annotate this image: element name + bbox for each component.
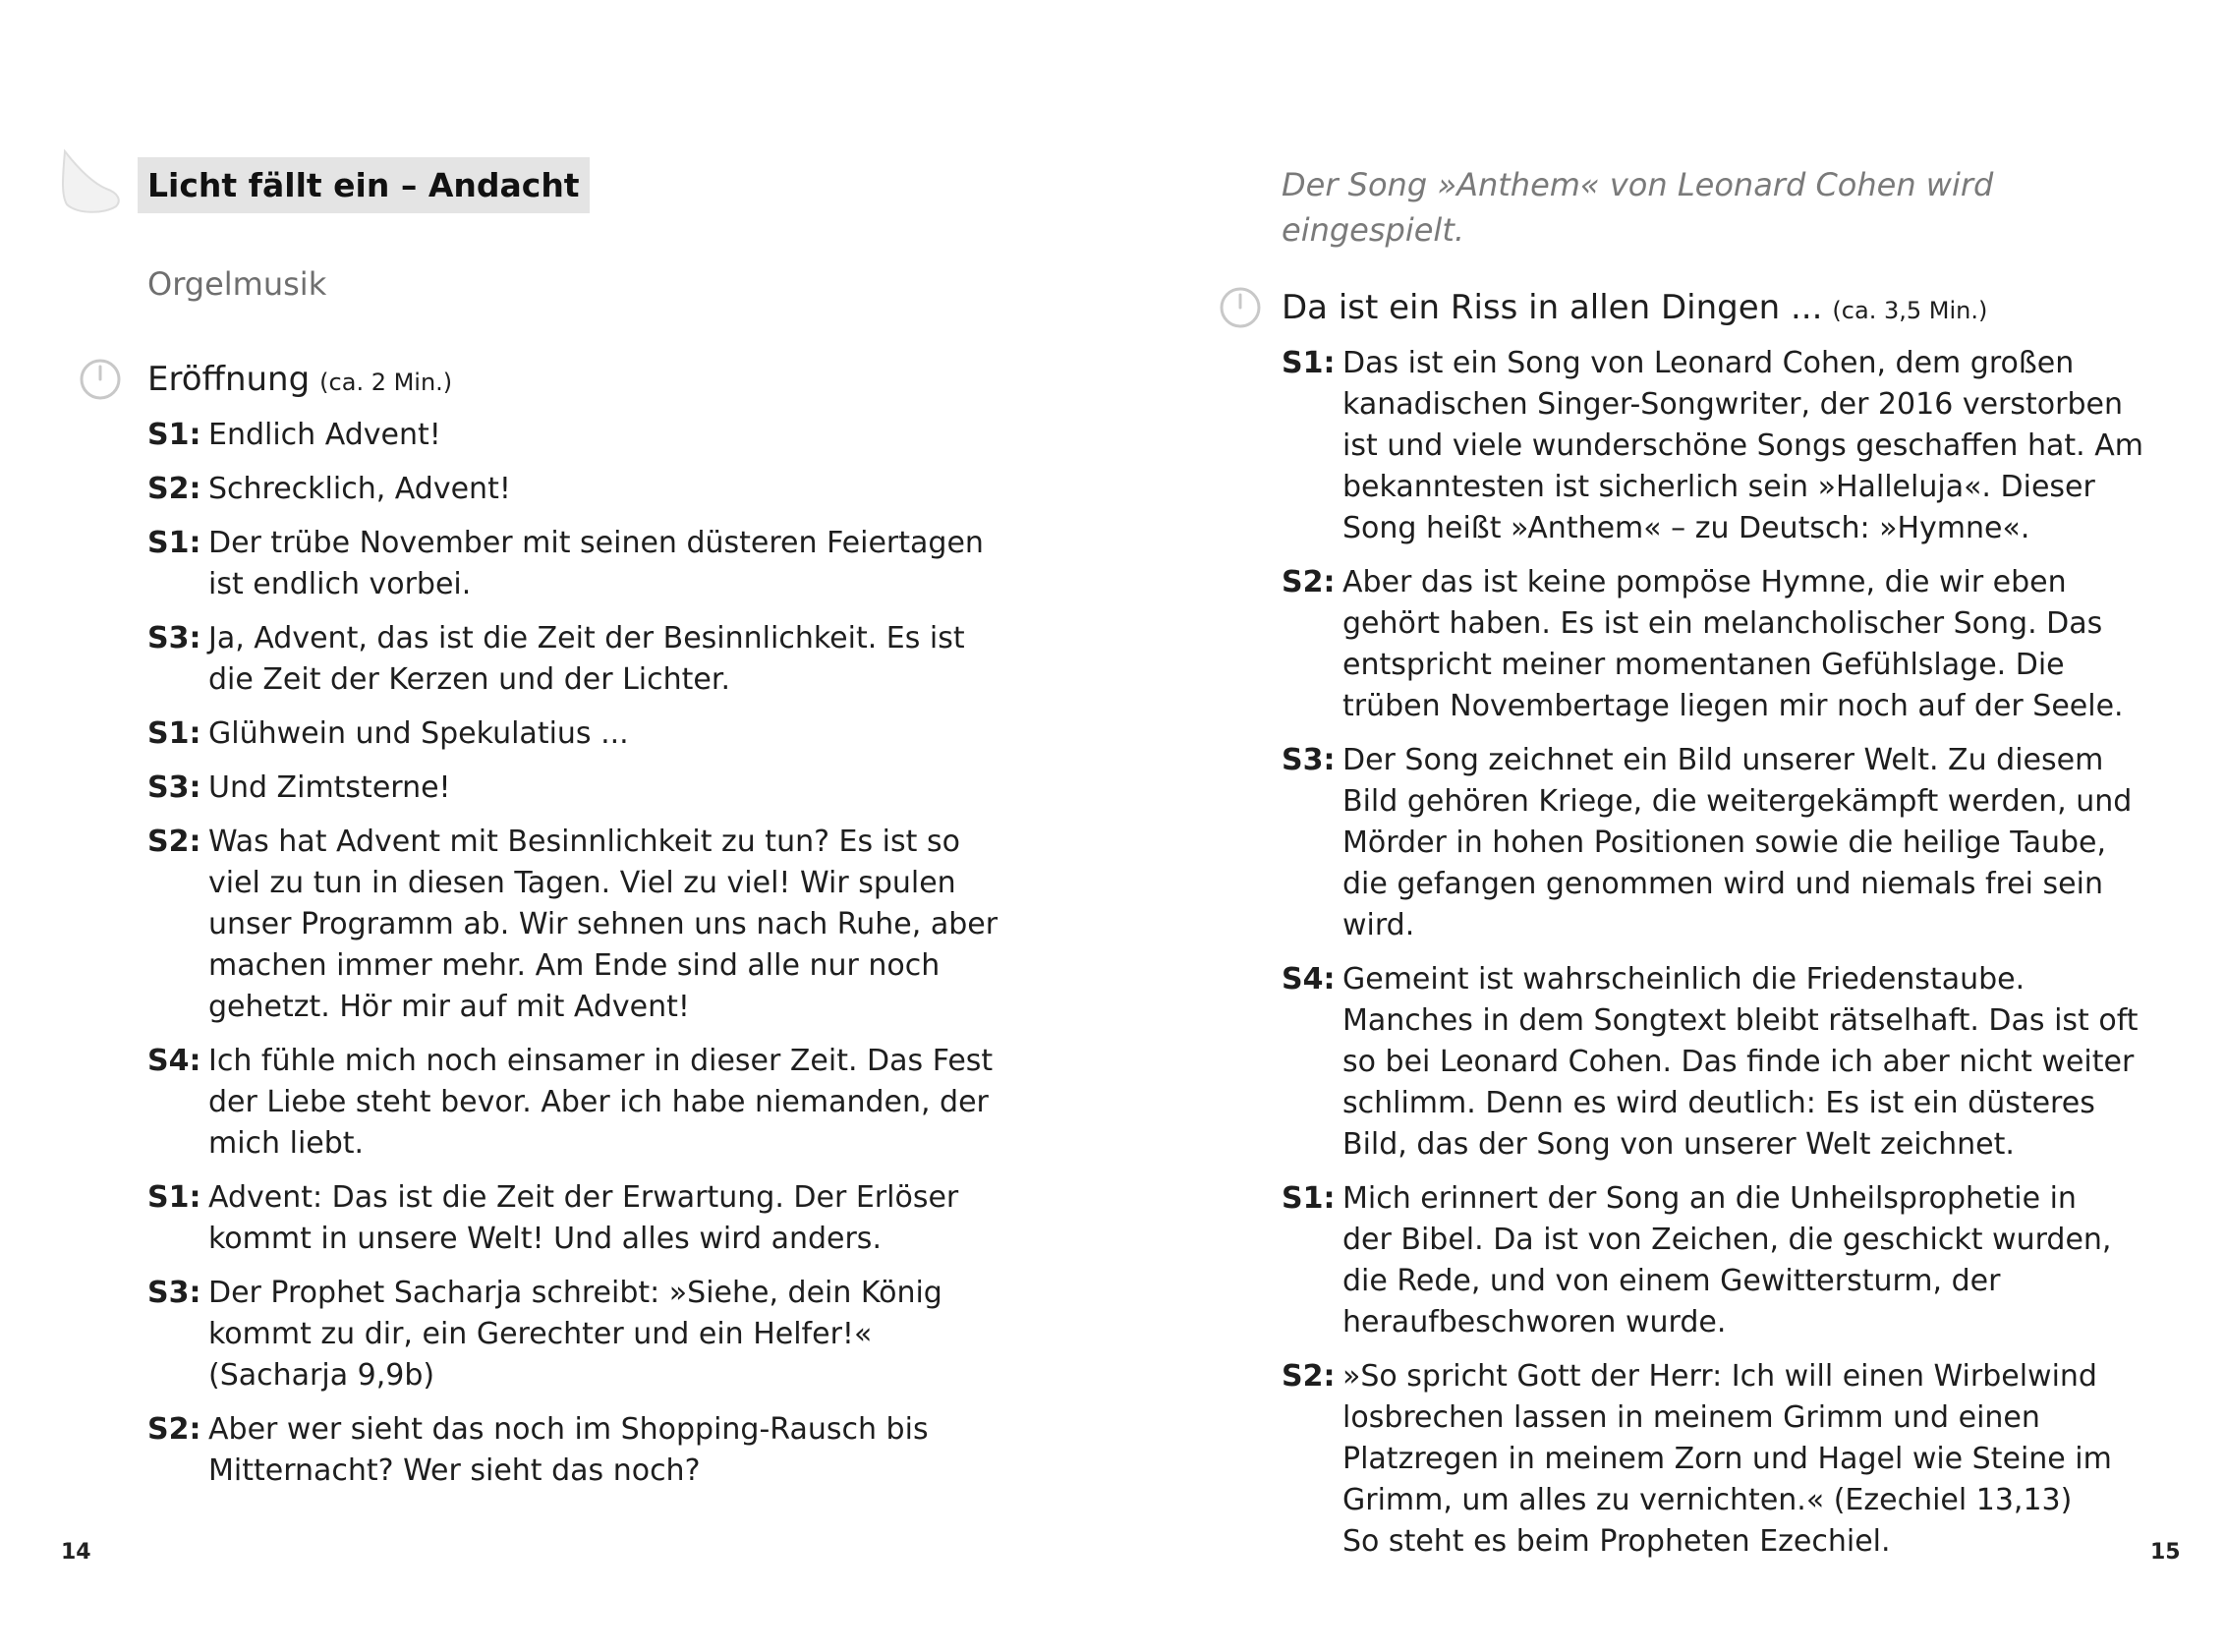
dialogue-line <box>147 1123 1032 1165</box>
line-text: Ja, Advent, das ist die Zeit der Besinnlichkeit. Es ist <box>208 621 965 655</box>
dialogue-line <box>147 1177 1032 1219</box>
dialogue-line <box>147 415 1032 456</box>
speaker-label: S3: <box>1282 743 1336 777</box>
line-text: wird. <box>1342 908 1415 942</box>
line-text: losbrechen lassen in meinem Grimm und einen <box>1342 1400 2040 1435</box>
speaker-label: S1: <box>1282 346 1336 380</box>
dialogue-line <box>1282 1042 2166 1083</box>
line-text: heraufbeschworen wurde. <box>1342 1305 1727 1339</box>
line-text: unser Programm ab. Wir sehnen uns nach Ruhe, aber <box>208 907 998 941</box>
dialogue-line <box>1282 426 2166 467</box>
dialogue-line <box>147 713 1032 755</box>
line-text: Das ist ein Song von Leonard Cohen, dem großen <box>1342 346 2075 380</box>
dialogue-line <box>1282 645 2166 686</box>
dialogue-line <box>1282 1397 2166 1439</box>
dialogue-line <box>147 904 1032 945</box>
bell-icon <box>57 145 124 216</box>
line-text: Mörder in hohen Positionen sowie die heilige Taube, <box>1342 826 2107 860</box>
dialogue-line <box>147 1219 1032 1260</box>
dialogue-line <box>147 1451 1032 1492</box>
dialogue-line <box>147 523 1032 564</box>
section-title-text: Eröffnung <box>147 360 311 399</box>
speaker-label: S3: <box>147 621 201 655</box>
page-number-right: 15 <box>2150 1540 2181 1565</box>
speaker-label: S3: <box>147 770 201 805</box>
clock-icon <box>1219 286 1262 329</box>
dialogue-line <box>1282 1439 2166 1480</box>
line-text: der Bibel. Da ist von Zeichen, die geschickt wurden, <box>1342 1223 2112 1257</box>
line-text: ist endlich vorbei. <box>208 567 472 601</box>
dialogue-line <box>1282 781 2166 823</box>
dialogue-line <box>1282 959 2166 1000</box>
dialogue-line <box>1282 1261 2166 1302</box>
dialogue-line <box>1282 905 2166 946</box>
speaker-label: S4: <box>147 1044 201 1078</box>
intro-line: eingespielt. <box>1282 211 1465 249</box>
speaker-label: S2: <box>147 1412 201 1447</box>
line-text: Was hat Advent mit Besinnlichkeit zu tun? Es ist so <box>208 825 960 859</box>
line-text: »So spricht Gott der Herr: Ich will einen Wirbelwind <box>1342 1359 2097 1394</box>
line-text: Bild, das der Song von unserer Welt zeichnet. <box>1342 1127 2015 1162</box>
line-text: gehört haben. Es ist ein melancholischer Song. Das <box>1342 606 2103 641</box>
dialogue-line <box>1282 343 2166 384</box>
dialogue-line <box>1282 603 2166 645</box>
dialogue-line <box>147 469 1032 510</box>
speaker-label: S2: <box>1282 1359 1336 1394</box>
line-text: Bild gehören Kriege, die weitergekämpft werden, und <box>1342 784 2133 819</box>
dialogue-line <box>147 1314 1032 1355</box>
dialogue-line <box>147 768 1032 809</box>
dialogue-line <box>1282 1220 2166 1261</box>
dialogue-line <box>1282 864 2166 905</box>
dialogue-line <box>147 987 1032 1028</box>
line-text: kanadischen Singer-Songwriter, der 2016 verstorben <box>1342 387 2123 422</box>
speaker-label: S2: <box>147 472 201 506</box>
dialogue-line <box>147 1355 1032 1396</box>
dialogue-line <box>1282 1178 2166 1220</box>
dialogue-line <box>147 1041 1032 1082</box>
orgelmusik-label: Orgelmusik <box>147 265 327 303</box>
line-text: entspricht meiner momentanen Gefühlslage. Die <box>1342 648 2065 682</box>
dialogue-line <box>147 618 1032 659</box>
line-text: Endlich Advent! <box>208 418 441 452</box>
line-text: Mitternacht? Wer sieht das noch? <box>208 1453 701 1488</box>
line-text: Glühwein und Spekulatius ... <box>208 716 629 751</box>
line-text: Aber wer sieht das noch im Shopping-Rausch bis <box>208 1412 929 1447</box>
speaker-label: S1: <box>1282 1181 1336 1216</box>
dialogue-line <box>1282 1480 2166 1521</box>
line-text: die Rede, und von einem Gewittersturm, der <box>1342 1264 2001 1298</box>
dialogue-line <box>1282 1521 2166 1563</box>
dialogue-line <box>1282 508 2166 549</box>
line-text: ist und viele wunderschöne Songs geschaffen hat. Am <box>1342 428 2143 463</box>
line-text: der Liebe steht bevor. Aber ich habe niemanden, der <box>208 1085 989 1119</box>
line-text: Grimm, um alles zu vernichten.« (Ezechiel 13,13) <box>1342 1483 2073 1517</box>
line-text: trüben Novembertage liegen mir noch auf der Seele. <box>1342 689 2124 723</box>
dialogue-line <box>147 863 1032 904</box>
dialogue-line <box>1282 686 2166 727</box>
dialogue-line <box>1282 467 2166 508</box>
line-text: gehetzt. Hör mir auf mit Advent! <box>208 990 690 1024</box>
line-text: Manches in dem Songtext bleibt rätselhaft. Das ist oft <box>1342 1003 2139 1038</box>
speaker-label: S4: <box>1282 962 1336 997</box>
clock-icon <box>79 358 122 401</box>
line-text: schlimm. Denn es wird deutlich: Es ist ein düsteres <box>1342 1086 2095 1120</box>
speaker-label: S2: <box>147 825 201 859</box>
line-text: (Sacharja 9,9b) <box>208 1358 435 1393</box>
line-text: die gefangen genommen wird und niemals frei sein <box>1342 867 2103 901</box>
speaker-label: S1: <box>147 716 201 751</box>
section-duration: (ca. 3,5 Min.) <box>1832 297 1988 324</box>
dialogue-line <box>147 659 1032 701</box>
line-text: machen immer mehr. Am Ende sind alle nur noch <box>208 948 941 983</box>
dialogue-line <box>1282 1356 2166 1397</box>
page-number-left: 14 <box>61 1540 91 1565</box>
line-text: bekanntesten ist sicherlich sein »Halleluja«. Dieser <box>1342 470 2095 504</box>
dialogue-line <box>1282 562 2166 603</box>
line-text: Der Prophet Sacharja schreibt: »Siehe, dein König <box>208 1276 942 1310</box>
intro-note <box>1282 162 1993 253</box>
dialogue-line <box>1282 1000 2166 1042</box>
line-text: Schrecklich, Advent! <box>208 472 511 506</box>
line-text: Der trübe November mit seinen düsteren Feiertagen <box>208 526 984 560</box>
dialogue-line <box>147 1409 1032 1451</box>
line-text: kommt zu dir, ein Gerechter und ein Helfer!« <box>208 1317 873 1351</box>
dialogue-line <box>1282 740 2166 781</box>
line-text: Mich erinnert der Song an die Unheilsprophetie in <box>1342 1181 2077 1216</box>
dialogue-line <box>1282 384 2166 426</box>
dialogue-line <box>1282 823 2166 864</box>
line-text: Ich fühle mich noch einsamer in dieser Zeit. Das Fest <box>208 1044 994 1078</box>
dialogue-line <box>1282 1083 2166 1124</box>
line-text: die Zeit der Kerzen und der Lichter. <box>208 662 730 697</box>
speaker-label: S3: <box>147 1276 201 1310</box>
speaker-label: S1: <box>147 418 201 452</box>
dialogue-line <box>147 1082 1032 1123</box>
line-text: Der Song zeichnet ein Bild unserer Welt. Zu diesem <box>1342 743 2104 777</box>
section-title-riss <box>1282 288 1987 327</box>
line-text: Platzregen in meinem Zorn und Hagel wie Steine im <box>1342 1442 2112 1476</box>
page-heading: Licht fällt ein – Andacht <box>138 157 590 213</box>
speaker-label: S1: <box>147 1180 201 1215</box>
line-text: so bei Leonard Cohen. Das finde ich aber nicht weiter <box>1342 1045 2135 1079</box>
line-text: Und Zimtsterne! <box>208 770 451 805</box>
dialogue-line <box>147 822 1032 863</box>
intro-line: Der Song »Anthem« von Leonard Cohen wird <box>1282 166 1994 203</box>
dialogue-line <box>147 564 1032 605</box>
speaker-label: S2: <box>1282 565 1336 599</box>
dialogue-line <box>147 945 1032 987</box>
dialogue-line <box>147 1273 1032 1314</box>
line-text: Gemeint ist wahrscheinlich die Friedenstaube. <box>1342 962 2025 997</box>
line-text: kommt in unsere Welt! Und alles wird anders. <box>208 1222 882 1256</box>
section-title-text: Da ist ein Riss in allen Dingen ... <box>1282 288 1823 327</box>
line-text: Advent: Das ist die Zeit der Erwartung. Der Erlöser <box>208 1180 959 1215</box>
section-duration: (ca. 2 Min.) <box>319 369 453 396</box>
line-text: So steht es beim Propheten Ezechiel. <box>1342 1524 1891 1559</box>
section-title-eroeffnung <box>147 360 452 399</box>
speaker-label: S1: <box>147 526 201 560</box>
line-text: Aber das ist keine pompöse Hymne, die wir eben <box>1342 565 2067 599</box>
dialogue-right <box>1282 343 2166 1563</box>
dialogue-line <box>1282 1124 2166 1166</box>
dialogue-line <box>1282 1302 2166 1343</box>
line-text: Song heißt »Anthem« – zu Deutsch: »Hymne«. <box>1342 511 2030 545</box>
dialogue-left <box>147 415 1032 1492</box>
line-text: mich liebt. <box>208 1126 365 1161</box>
line-text: viel zu tun in diesen Tagen. Viel zu viel! Wir spulen <box>208 866 956 900</box>
